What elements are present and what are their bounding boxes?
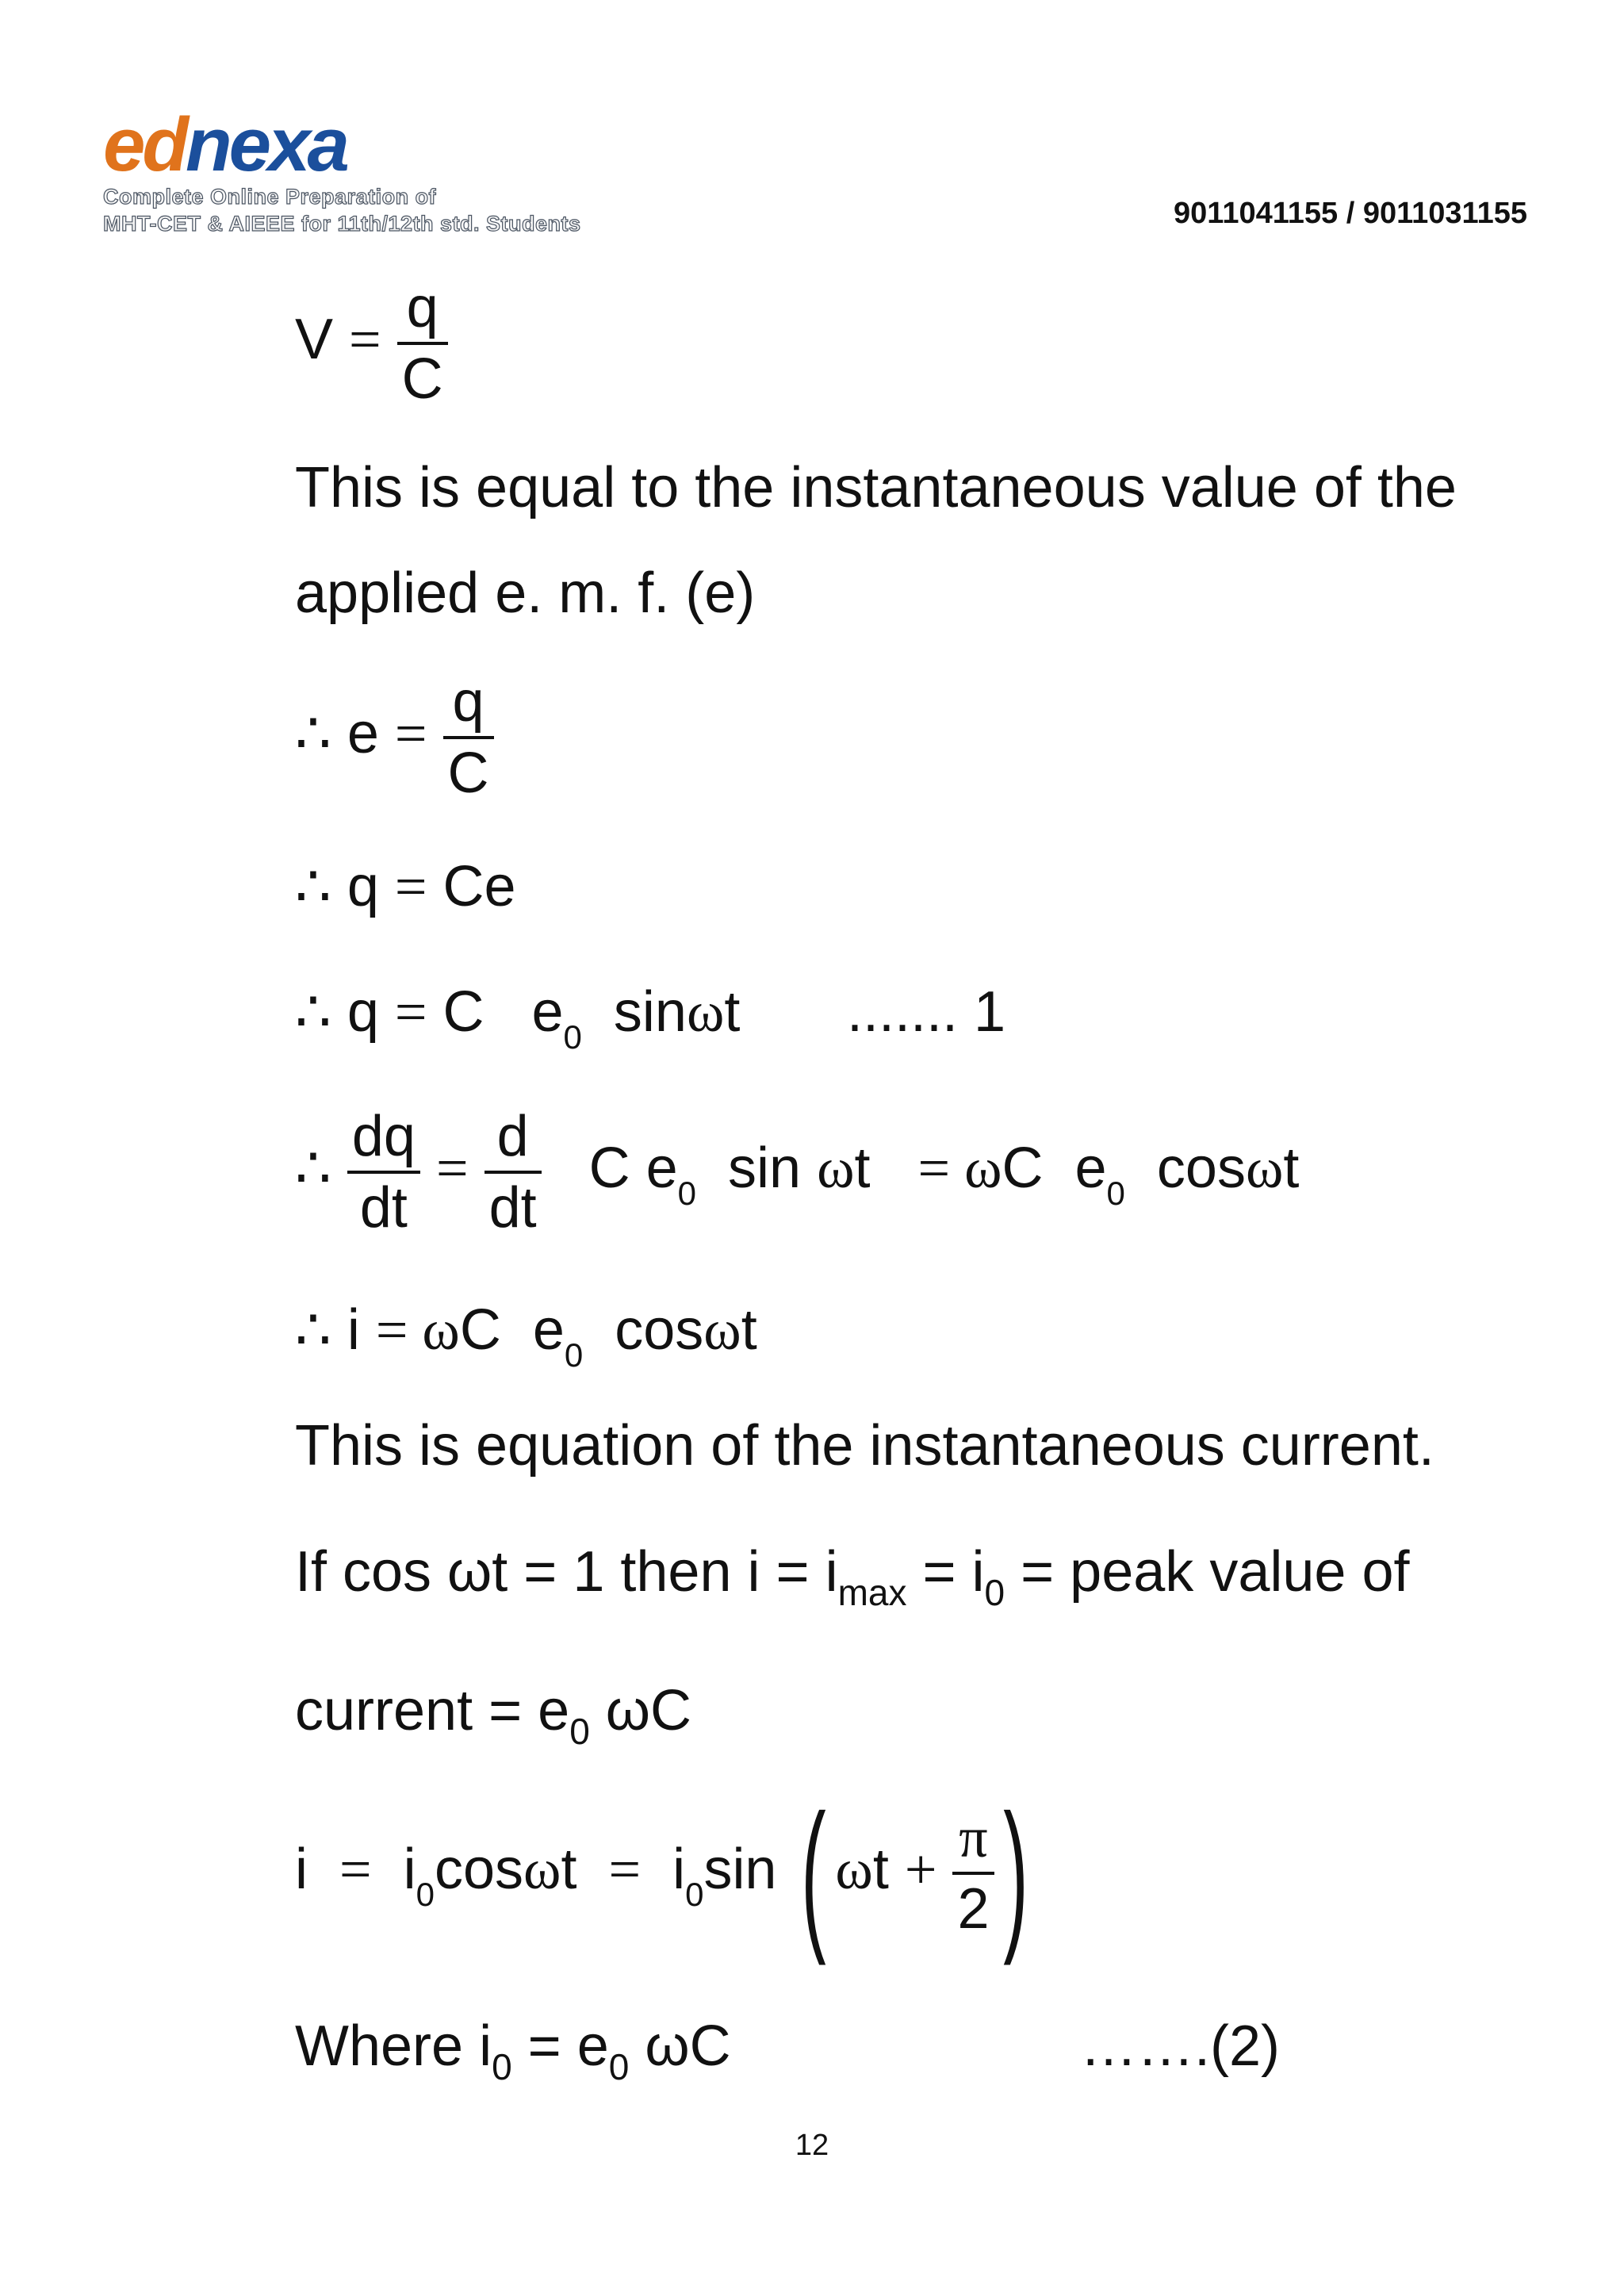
paragraph-current-eq: current = $e_0$ ωC	[295, 1679, 691, 1752]
paragraph-line: This is equal to the instantaneous value of the	[295, 456, 1457, 519]
paragraph-line: applied e. m. f. (e)	[295, 562, 756, 625]
phone-numbers: 9011041155 / 9011031155	[1174, 197, 1527, 230]
equation-e-eq-q-over-c: ∴ e = $\frac{q}{C}$	[295, 668, 494, 807]
page-number: 12	[795, 2129, 829, 2162]
logo-wordmark: ednexa	[103, 102, 347, 187]
paragraph-peak-current: If cos ωt = 1 then $i = i_{max} = i_0$ = peak value of	[295, 1540, 1410, 1613]
equation-tag-2: …….(2)	[1080, 2014, 1280, 2078]
equation-i-eq-wc-e0-cos: ∴ i = ωC $e_0$ cosωt	[295, 1298, 757, 1374]
logo-tagline-2: MHT-CET & AIEEE for 11th/12th std. Students	[103, 212, 581, 236]
equation-v-eq-q-over-c: V = $\frac{q}{C}$	[295, 274, 448, 413]
paragraph-where: Where $i_0 = e_0$ ωC	[295, 2014, 731, 2087]
logo-tagline-1: Complete Online Preparation of	[103, 185, 437, 209]
equation-derivative: ∴ $\frac{dq}{dt}$ = $\frac{d}{dt}$ C $e_0$ sin ωt = ωC $e_0$ cosωt	[295, 1105, 1300, 1240]
ednexa-logo	[103, 102, 611, 236]
paragraph-line: This is equation of the instantaneous current.	[295, 1414, 1434, 1478]
equation-q-eq-ce: ∴ q = Ce	[295, 855, 516, 918]
equation-phase-shift: $i = i_0\cos\omega t = i_0\sin$ ( ωt + $\frac{\pi}{2}$ )	[295, 1780, 1028, 1966]
equation-q-eq-ce0-sin: ∴ q = C $e_0$ sinωt	[295, 980, 741, 1056]
equation-tag-1: ....... 1	[847, 980, 1006, 1044]
